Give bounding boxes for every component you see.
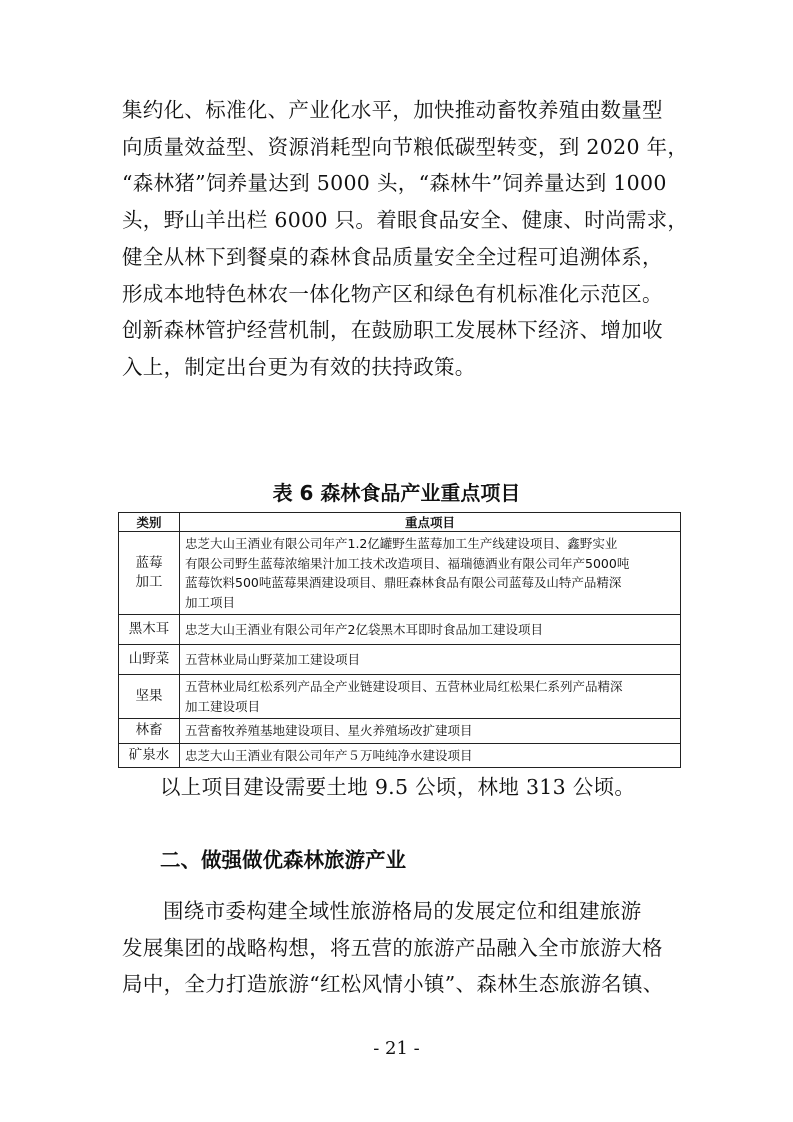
text-line: “森林猪”饲养量达到 5000 头，“森林牛”饲养量达到 1000 (122, 171, 667, 196)
project-cell (180, 675, 681, 719)
project-line: 加工项目 (185, 594, 236, 610)
table-row (119, 615, 681, 645)
body-paragraph-1 (122, 92, 689, 386)
category-cell: 矿泉水 (119, 743, 180, 768)
project-cell: 忠芝大山王酒业有限公司年产2亿袋黑木耳即时食品加工建设项目 (180, 615, 681, 645)
project-cell: 忠芝大山王酒业有限公司年产５万吨纯净水建设项目 (180, 743, 681, 768)
category-line: 蓝莓 (135, 555, 163, 571)
table-row (119, 532, 681, 615)
text-line: 入上，制定出台更为有效的扶持政策。 (122, 354, 476, 379)
project-cell (180, 532, 681, 615)
project-line: 五营林业局红松系列产品全产业链建设项目、五营林业局红松果仁系列产品精深 (185, 679, 623, 694)
project-line: 忠芝大山王酒业有限公司年产1.2亿罐野生蓝莓加工生产线建设项目、鑫野实业 (185, 536, 618, 551)
land-requirement-note: 以上项目建设需要土地 9.5 公顷，林地 313 公顷。 (160, 775, 636, 799)
key-projects-table (118, 512, 681, 768)
project-cell: 五营畜牧养殖基地建设项目、星火养殖场改扩建项目 (180, 719, 681, 744)
category-cell: 林畜 (119, 719, 180, 744)
project-cell: 五营林业局山野菜加工建设项目 (180, 645, 681, 675)
category-cell: 黑木耳 (119, 615, 180, 645)
header-category: 类别 (119, 513, 180, 532)
project-line: 有限公司野生蓝莓浓缩果汁加工技术改造项目、福瑞德酒业有限公司年产5000吨 (185, 555, 630, 571)
text-line: 创新森林管护经营机制，在鼓励职工发展林下经济、增加收 (122, 318, 663, 343)
section-heading: 二、做强做优森林旅游产业 (160, 848, 406, 872)
table-caption: 表 6 森林食品产业重点项目 (272, 481, 521, 505)
text-line: 局中，全力打造旅游“红松风情小镇”、森林生态旅游名镇、 (122, 972, 664, 997)
category-cell (119, 532, 180, 615)
table-row (119, 645, 681, 675)
project-line: 蓝莓饮料500吨蓝莓果酒建设项目、鼎旺森林食品有限公司蓝莓及山特产品精深 (185, 575, 622, 590)
text-line: 围绕市委构建全域性旅游格局的发展定位和组建旅游 (163, 899, 642, 923)
table-row (119, 743, 681, 768)
text-line: 向质量效益型、资源消耗型向节粮低碳型转变，到 2020 年， (122, 134, 689, 159)
text-line: 形成本地特色林农一体化物产区和绿色有机标准化示范区。 (122, 281, 663, 306)
category-cell: 坚果 (119, 675, 180, 719)
page-number: - 21 - (373, 1038, 420, 1059)
table-header-row (119, 513, 681, 532)
body-paragraph-2 (122, 893, 674, 1003)
text-line: 健全从林下到餐桌的森林食品质量安全全过程可追溯体系， (122, 244, 663, 269)
text-line: 集约化、标准化、产业化水平，加快推动畜牧养殖由数量型 (122, 98, 663, 122)
table-row (119, 719, 681, 744)
header-project: 重点项目 (180, 513, 681, 532)
table-row (119, 675, 681, 719)
text-line: 头，野山羊出栏 6000 只。着眼食品安全、健康、时尚需求， (122, 208, 689, 233)
category-line: 加工 (135, 574, 163, 590)
category-cell: 山野菜 (119, 645, 180, 675)
project-line: 加工建设项目 (185, 698, 261, 714)
text-line: 发展集团的战略构想，将五营的旅游产品融入全市旅游大格 (122, 935, 663, 960)
